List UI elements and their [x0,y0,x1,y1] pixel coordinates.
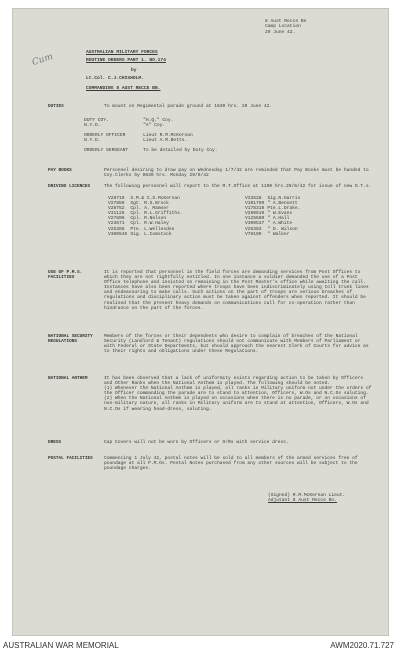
person-name: Sgt. R.S.Brock [130,201,169,207]
service-number: V78109 [245,231,262,237]
anthem-text [104,376,374,412]
person-name: " A.Hall [267,216,290,222]
personnel-row [108,232,186,237]
duty-key: ORDERLY OFFICER [84,133,126,139]
person-name: Cpl. R.W.Haley [130,221,169,227]
person-name: S.M.& C.S.McKernan [130,196,180,201]
person-name: Cpl. R.L.Griffiths. [130,211,183,217]
service-number: V300537 [245,221,265,227]
catalogue-number: AWM2020.71.727 [330,641,394,650]
institution-name: AUSTRALIAN WAR MEMORIAL [3,641,119,650]
service-number: V27806 [108,216,125,222]
service-number: V23671 [108,221,125,227]
personnel-right [245,196,303,237]
person-name: Pte.L.Drake. [267,206,301,212]
person-name: Cpl. R.Nelson [130,216,167,222]
duty-key: N.Y.D. [84,123,101,129]
duties-text: To mount on Regimental parade ground at 1630 hrs. 29 June 42. [104,104,273,109]
service-number: V28752 [108,206,125,212]
postal-paragraph: It is reported that personnel in the field forces are demanding services from Post Offices to which they are not rightfully entitled. In one instance a soldier demanded the use of a Post Office telephone and insisted on remaining in the Post Master's office while awaiting the call. [104,270,366,286]
title-line: Lt.Col. C.J.CHISHOLM. [86,75,144,81]
person-name: Pte. L.Wellesden [130,226,175,232]
personnel-row [245,227,303,232]
signature-block [268,493,345,503]
service-number: V101799 [245,201,265,207]
person-name: " A.White [267,221,293,227]
duties-label: DUTIES [48,104,64,109]
anthem-paragraph: It has been observed that a lack of uniformity exists regarding action to be taken by Officers and Other Ranks when the National Anthem is played. The following should be noted. [104,376,364,387]
postal-paragraph: Instances have also been reported where troops have been indiscriminately using toll trunk lines and endeavouring to make calls. Such actions on the part of troops are serious breaches of regulations and disciplinary action must be taken against offenders when reported. It should be realised that the present heavy demands on communications call for co-operation rather than hindrance on the part of the forces. [104,285,369,311]
duty-val: To be detailed by Duty Coy. [143,148,218,154]
anthem-paragraph: (2) When the National Anthem is played on occasions when there is no parade, or on occasions of non-military nature, all ranks in Military uniform are to stand at attention, Officers, W.Os and N.C.Os if wearing head-dress, saluting. [104,396,369,412]
service-number: V290519 [245,211,265,217]
header-right [265,19,306,35]
duty-key: N.Y.D. [84,138,101,144]
header-line: 8 Aust Recce Bn [265,19,307,24]
pay-books-text: Personnel desiring to draw pay on Wednesday 1/7/42 are reminded that Pay Books must be handed to Coy.Clerks by 0830 hrs. Monday 29/6/42 [104,168,369,179]
signature-line: (Signed) R.M.McKernan Lieut. [268,493,346,498]
service-number: V25383 [245,226,262,232]
service-number: V25386 [108,226,125,232]
duty-key: DUTY COY. [84,118,109,123]
title-line: ROUTINE ORDERS PART 1. NO.174 [86,58,166,64]
duty-row [84,128,221,138]
service-number: V33528 [245,196,262,201]
postal-label: USE OF P.M.S. FACILITIES [48,270,83,281]
person-name: Cpl. A. Mamser [130,206,169,212]
anthem-label: NATIONAL ANTHEM [48,376,88,381]
dress-text: Cap Covers will not be worn by Officers or O/Rs with service dress. [104,440,289,445]
titles [86,50,166,92]
person-name: " Walker [267,231,290,237]
title-line: AUSTRALIAN MILITARY FORCES [86,50,158,55]
service-number: V125580 [245,216,265,222]
driving-label: DRIVING LICENCES [48,184,91,189]
person-name: " D. Wilson [267,226,298,232]
security-text: Members of the forces or their dependents who desire to complain of breaches of the National Security (Landlord & Tenant) regulations should not communicate with Members of Parliament or with Federal or State Departments, but should approach the nearest Clerk of Courts for advice as to their rights and obligations under these Regulations. [104,334,369,355]
duty-val: Lieut A.M.Betts. [143,138,188,144]
anthem-paragraph: (1) Whenever the National Anthem is played, all ranks in Military uniform not under the orders of the Officer commanding the parade are to stand to attention, Officers, W.Os and N.C.Os saluting. [104,386,372,397]
header-line: 29 June 42. [265,29,296,35]
service-number: V31126 [108,211,125,217]
archive-footer [0,638,400,653]
dress-label: DRESS [48,440,62,445]
header-line: Camp Location [265,24,301,30]
security-label: NATIONAL SECURITY REGULATIONS [48,334,93,345]
personnel-row [108,227,186,232]
duty-val: Lieut R.M.McKernan [143,133,193,139]
pay-books-label: PAY BOOKS [48,168,72,173]
postal-text [104,270,374,311]
person-name: " W.Evans [267,211,293,217]
postal-notes-label: POSTAL FACILITIES [48,456,93,461]
postal-notes-text: Commencing 1 July 42, postal notes will be sold to all members of the armed services free of poundage at all P.M.Os. Postal Notes purchased from any other sources will be subject to the poundage charges. [104,456,358,472]
service-number: V28710 [108,196,125,201]
duty-val: "H.Q." Coy. [143,118,174,123]
service-number: V27856 [108,201,125,207]
personnel-left [108,196,186,237]
person-name: Sig.N.Harris [267,196,301,201]
person-name: " A.Bennett [267,201,298,207]
personnel-row [245,232,303,237]
title-line: by [131,67,137,73]
handwritten-note: Cum [30,51,55,69]
driving-text: The following personnel will report to the M.T.Office at 1100 hrs.29/6/42 for issue of new D.T.s. [104,184,372,189]
service-number: V300545 [108,231,128,237]
person-name: Sig. L.Comstock [130,231,172,237]
document-page [12,8,389,636]
duties-table [84,118,221,153]
service-number: V178319 [245,206,265,212]
duty-val: "A" Coy. [143,123,166,129]
duty-key: ORDERLY SERGEANT [84,148,129,154]
duty-row [84,143,221,153]
title-line: COMMANDING 8 AUST RECCE BN. [86,86,161,92]
signature-line: Adjutant 8 Aust Recce Bn. [268,498,337,504]
